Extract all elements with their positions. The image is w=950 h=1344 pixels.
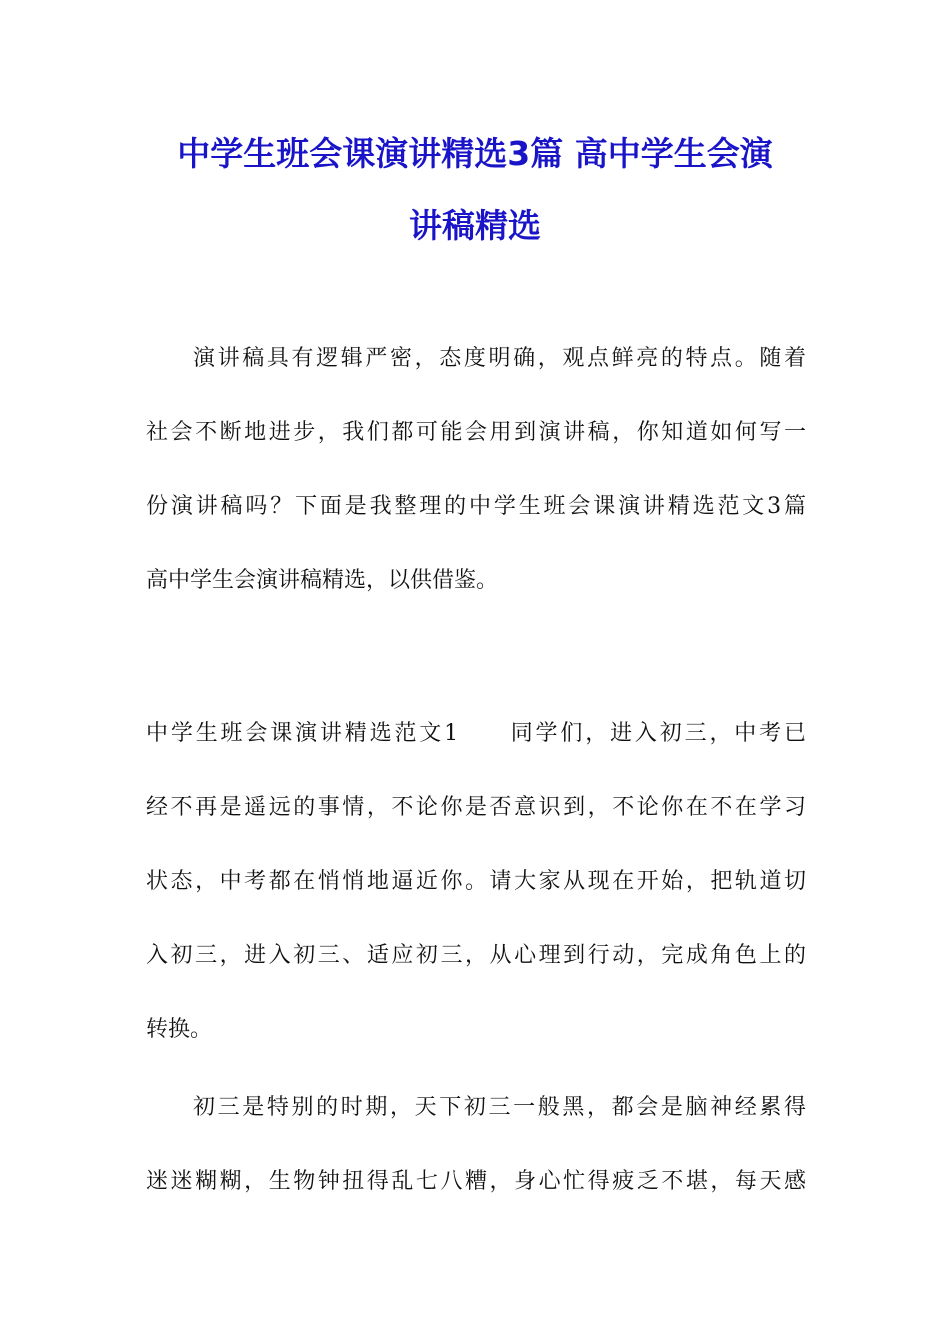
paragraph-line: 高中学生会演讲稿精选，以供借鉴。 xyxy=(146,568,499,593)
intro-paragraph xyxy=(146,322,806,618)
paragraph-line: 演讲稿具有逻辑严密，态度明确，观点鲜亮的特点。随着 xyxy=(193,346,806,371)
paragraph-line: 社会不断地进步，我们都可能会用到演讲稿，你知道如何写一 xyxy=(146,420,806,445)
sample-speech-1-paragraph xyxy=(146,697,806,1067)
body-paragraph xyxy=(146,1071,806,1219)
paragraph-line: 初三是特别的时期，天下初三一般黑，都会是脑神经累得 xyxy=(193,1095,806,1120)
paragraph-line: 迷迷糊糊，生物钟扭得乱七八糟，身心忙得疲乏不堪，每天感 xyxy=(146,1169,806,1194)
paragraph-line: 入初三，进入初三、适应初三，从心理到行动，完成角色上的 xyxy=(146,943,806,968)
paragraph-line: 状态，中考都在悄悄地逼近你。请大家从现在开始，把轨道切 xyxy=(146,869,806,894)
document-title-line-2: 讲稿精选 xyxy=(409,206,541,245)
paragraph-line: 转换。 xyxy=(146,1017,213,1042)
paragraph-line: 份演讲稿吗？下面是我整理的中学生班会课演讲精选范文3篇 xyxy=(146,494,806,519)
paragraph-line: 经不再是遥远的事情，不论你是否意识到，不论你在不在学习 xyxy=(146,795,806,820)
document-title-line-1: 中学生班会课演讲精选3篇 高中学生会演 xyxy=(177,134,773,173)
paragraph-line: 中学生班会课演讲精选范文1 同学们，进入初三，中考已 xyxy=(146,721,806,746)
